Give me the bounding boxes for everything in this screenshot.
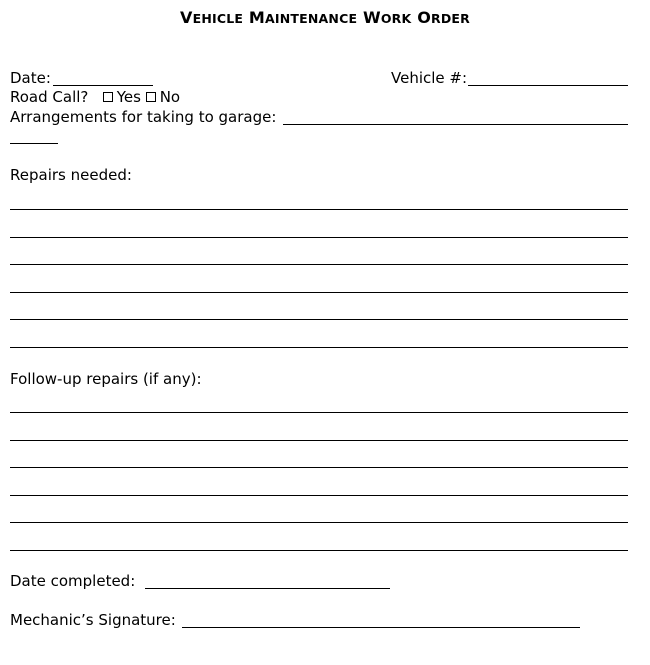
title-word-3: WORK <box>363 8 412 27</box>
arrangements-label: Arrangements for taking to garage: <box>10 108 277 126</box>
yes-checkbox[interactable] <box>103 92 113 102</box>
followup-line[interactable] <box>10 467 628 468</box>
date-label: Date: <box>10 69 51 87</box>
mechanic-signature-field-line[interactable] <box>182 627 580 628</box>
no-label: No <box>159 88 181 106</box>
repairs-needed-label: Repairs needed: <box>10 166 132 184</box>
arrangements-field-line-continued[interactable] <box>10 143 58 144</box>
followup-line[interactable] <box>10 412 628 413</box>
form-title <box>0 8 650 29</box>
mechanic-signature-label: Mechanic’s Signature: <box>10 611 176 629</box>
repairs-line[interactable] <box>10 319 628 320</box>
repairs-line[interactable] <box>10 292 628 293</box>
repairs-line[interactable] <box>10 209 628 210</box>
title-word-4: ORDER <box>417 8 470 27</box>
road-call-row <box>10 88 180 106</box>
yes-label: Yes <box>116 88 141 106</box>
followup-line[interactable] <box>10 550 628 551</box>
repairs-line[interactable] <box>10 237 628 238</box>
repairs-line[interactable] <box>10 264 628 265</box>
followup-line[interactable] <box>10 495 628 496</box>
date-field-line[interactable] <box>53 85 153 86</box>
title-word-1: VEHICLE <box>180 8 244 27</box>
title-word-2: MAINTENANCE <box>248 8 358 27</box>
vehicle-number-field-line[interactable] <box>468 85 628 86</box>
vehicle-number-label: Vehicle #: <box>391 69 468 87</box>
date-completed-field-line[interactable] <box>145 588 390 589</box>
followup-line[interactable] <box>10 440 628 441</box>
arrangements-field-line[interactable] <box>283 124 628 125</box>
followup-repairs-label: Follow-up repairs (if any): <box>10 370 202 388</box>
repairs-line[interactable] <box>10 347 628 348</box>
road-call-label: Road Call? <box>10 88 89 106</box>
date-completed-label: Date completed: <box>10 572 136 590</box>
no-checkbox[interactable] <box>146 92 156 102</box>
followup-line[interactable] <box>10 522 628 523</box>
